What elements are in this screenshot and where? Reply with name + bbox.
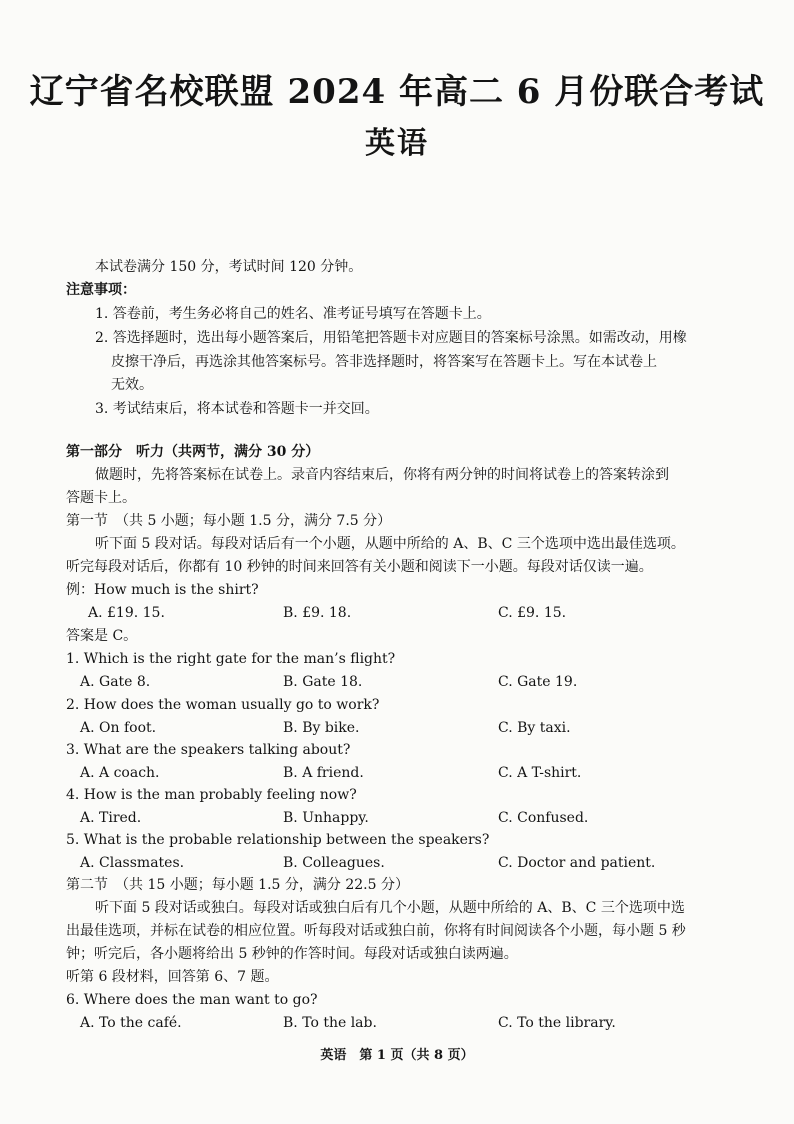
q1-option-a: A. Gate 8. — [80, 674, 151, 690]
section2-desc: 钟；听完后，各小题将给出 5 秒钟的作答时间。每段对话或独白读两遍。 — [66, 946, 518, 962]
section2-desc: 听下面 5 段对话或独白。每段对话或独白后有几个小题，从题中所给的 A、B、C 三个选项中选 — [95, 900, 685, 916]
notice-item: 皮擦干净后，再选涂其他答案标号。答非选择题时，将答案写在答题卡上。写在本试卷上 — [111, 354, 657, 370]
section2-desc: 出最佳选项，并标在试卷的相应位置。听每段对话或独白前，你将有时间阅读各个小题，每小题 5 秒 — [66, 923, 686, 939]
question-6: 6. Where does the man want to go? — [66, 992, 318, 1008]
section1-desc: 听下面 5 段对话。每段对话后有一个小题，从题中所给的 A、B、C 三个选项中选出最佳选项。 — [95, 536, 685, 552]
q2-option-b: B. By bike. — [283, 720, 360, 736]
q4-option-a: A. Tired. — [80, 810, 142, 826]
question-5: 5. What is the probable relationship between the speakers? — [66, 832, 490, 848]
question-4: 4. How is the man probably feeling now? — [66, 787, 357, 803]
q6-option-b: B. To the lab. — [283, 1015, 377, 1031]
q3-option-c: C. A T-shirt. — [498, 765, 582, 781]
example-option-c: C. £9. 15. — [498, 605, 567, 621]
example-question: 例：How much is the shirt? — [66, 582, 259, 598]
section2-heading: 第二节 （共 15 小题；每小题 1.5 分，满分 22.5 分） — [66, 877, 409, 893]
q6-option-a: A. To the café. — [80, 1015, 182, 1031]
notice-heading: 注意事项： — [66, 282, 136, 298]
section1-desc: 听完每段对话后，你都有 10 秒钟的时间来回答有关小题和阅读下一小题。每段对话仅读一遍。 — [66, 559, 653, 575]
q4-option-b: B. Unhappy. — [283, 810, 369, 826]
q2-option-a: A. On foot. — [80, 720, 157, 736]
section1-heading: 第一节 （共 5 小题；每小题 1.5 分，满分 7.5 分） — [66, 513, 392, 529]
q5-option-b: B. Colleagues. — [283, 855, 385, 871]
notice-item: 1. 答卷前，考生务必将自己的姓名、准考证号填写在答题卡上。 — [95, 306, 491, 322]
page-footer: 英语 第 1 页（共 8 页） — [320, 1048, 474, 1063]
q1-option-b: B. Gate 18. — [283, 674, 363, 690]
notice-item: 无效。 — [111, 377, 153, 393]
part1-desc: 做题时，先将答案标在试卷上。录音内容结束后，你将有两分钟的时间将试卷上的答案转涂到 — [95, 467, 669, 483]
subject-title: 英语 — [365, 126, 429, 161]
q1-option-c: C. Gate 19. — [498, 674, 578, 690]
q6-option-c: C. To the library. — [498, 1015, 616, 1031]
example-option-b: B. £9. 18. — [283, 605, 352, 621]
q5-option-c: C. Doctor and patient. — [498, 855, 656, 871]
part1-desc: 答题卡上。 — [66, 490, 136, 506]
example-answer: 答案是 C。 — [66, 628, 138, 644]
intro-text: 本试卷满分 150 分，考试时间 120 分钟。 — [95, 259, 363, 275]
question-3: 3. What are the speakers talking about? — [66, 742, 351, 758]
q3-option-a: A. A coach. — [80, 765, 160, 781]
example-option-a: A. £19. 15. — [88, 605, 165, 621]
q5-option-a: A. Classmates. — [80, 855, 185, 871]
notice-item: 2. 答选择题时，选出每小题答案后，用铅笔把答题卡对应题目的答案标号涂黑。如需改动，用橡 — [95, 330, 687, 346]
q2-option-c: C. By taxi. — [498, 720, 571, 736]
notice-item: 3. 考试结束后，将本试卷和答题卡一并交回。 — [95, 401, 379, 417]
part1-heading: 第一部分 听力（共两节，满分 30 分） — [66, 444, 320, 460]
q3-option-b: B. A friend. — [283, 765, 364, 781]
material-note: 听第 6 段材料，回答第 6、7 题。 — [66, 969, 279, 985]
exam-title: 辽宁省名校联盟 2024 年高二 6 月份联合考试 — [29, 72, 765, 112]
q4-option-c: C. Confused. — [498, 810, 589, 826]
question-2: 2. How does the woman usually go to work? — [66, 697, 380, 713]
question-1: 1. Which is the right gate for the man’s flight? — [66, 651, 396, 667]
